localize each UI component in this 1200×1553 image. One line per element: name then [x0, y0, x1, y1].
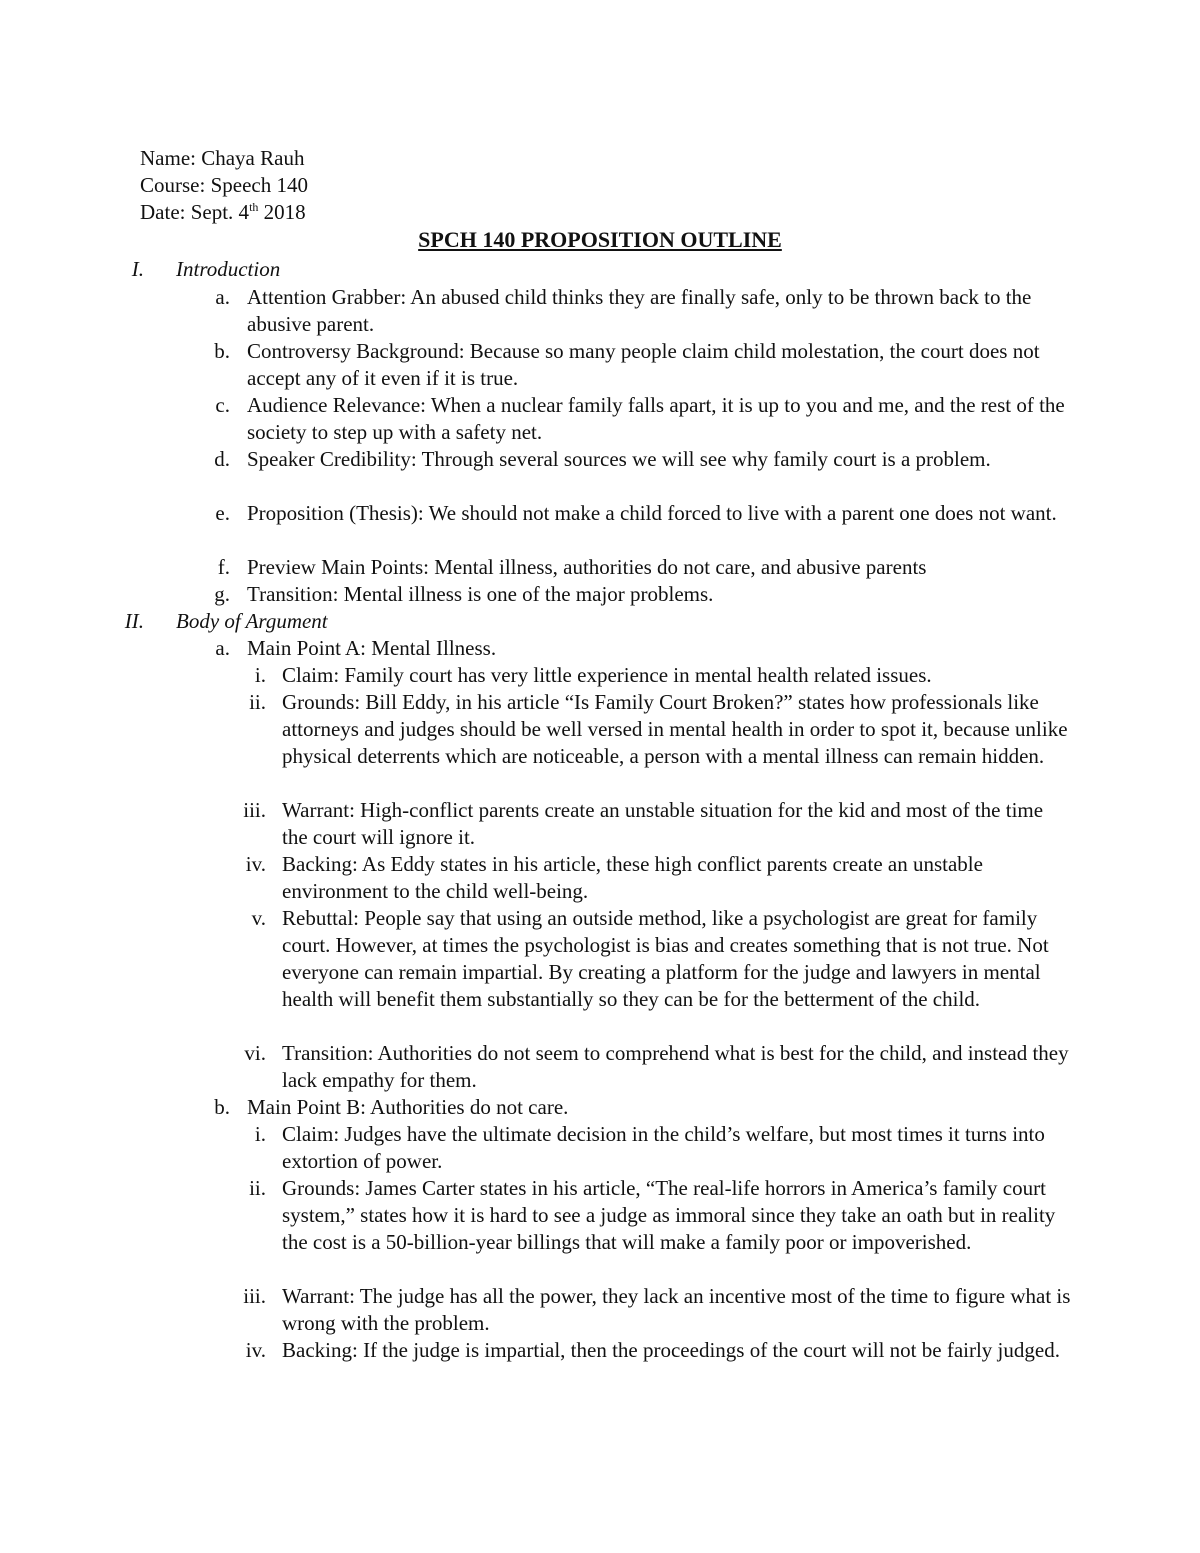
section-numeral: I. — [131, 257, 144, 281]
list-marker: iii. — [243, 1284, 266, 1308]
list-marker: b. — [214, 339, 230, 363]
list-item-text: Speaker Credibility: Through several sources we will see why family court is a problem. — [247, 447, 991, 471]
date-year: 2018 — [258, 200, 306, 224]
list-marker: g. — [214, 582, 230, 606]
submission-date — [140, 199, 306, 226]
list-marker: iii. — [243, 798, 266, 822]
list-item-text: Proposition (Thesis): We should not make a child forced to live with a parent one does not want. — [247, 501, 1057, 525]
document-title: SPCH 140 PROPOSITION OUTLINE — [418, 227, 782, 252]
list-marker: d. — [214, 447, 230, 471]
list-marker: vi. — [244, 1041, 266, 1065]
list-marker: v. — [251, 906, 266, 930]
list-item-text: Preview Main Points: Mental illness, authorities do not care, and abusive parents — [247, 555, 927, 579]
list-marker: ii. — [249, 690, 266, 714]
list-marker: i. — [254, 663, 266, 687]
course-name: Course: Speech 140 — [140, 173, 308, 197]
date-ordinal: th — [249, 200, 259, 214]
list-item-text: Claim: Judges have the ultimate decision in the child’s welfare, but most times it turns into extortion of power. — [282, 1122, 1045, 1173]
list-item-text: Warrant: The judge has all the power, they lack an incentive most of the time to figure what is wrong with the problem. — [282, 1284, 1071, 1335]
list-marker: iv. — [245, 852, 266, 876]
student-name: Name: Chaya Rauh — [140, 146, 305, 170]
list-marker: i. — [254, 1122, 266, 1146]
list-marker: a. — [215, 636, 230, 660]
list-item-text: Warrant: High-conflict parents create an unstable situation for the kid and most of the time the court will ignore it. — [282, 798, 1044, 849]
list-item-text: Attention Grabber: An abused child thinks they are finally safe, only to be thrown back to the abusive parent. — [247, 285, 1032, 336]
list-marker: e. — [215, 501, 230, 525]
list-marker: iv. — [245, 1338, 266, 1362]
list-item-text: Claim: Family court has very little experience in mental health related issues. — [282, 663, 932, 687]
list-marker: c. — [215, 393, 230, 417]
list-marker: a. — [215, 285, 230, 309]
list-item-text: Controversy Background: Because so many people claim child molestation, the court does not accept any of it even if it is true. — [247, 339, 1040, 390]
list-item-text: Grounds: Bill Eddy, in his article “Is Family Court Broken?” states how professionals like attorneys and judges should be well versed in mental health in order to spot it, because unlike physical deterrents which are noticeable, a person with a mental illness can remain hidden. — [282, 690, 1068, 768]
section-heading: Body of Argument — [176, 609, 328, 633]
date-prefix: Date: Sept. 4 — [140, 200, 250, 224]
list-item-text: Main Point A: Mental Illness. — [247, 636, 497, 660]
list-marker: f. — [217, 555, 230, 579]
list-item-text: Rebuttal: People say that using an outside method, like a psychologist are great for family court. However, at times the psychologist is bias and creates something that is not true. Not everyone can remain impartial. By creating a platform for the judge and lawyers in mental health will benefit them substantially so they can be for the betterment of the child. — [282, 906, 1049, 1011]
list-item-text: Backing: As Eddy states in his article, these high conflict parents create an unstable environment to the child well-being. — [282, 852, 983, 903]
section-heading: Introduction — [176, 257, 281, 281]
list-item-text: Transition: Mental illness is one of the major problems. — [247, 582, 714, 606]
list-marker: ii. — [249, 1176, 266, 1200]
list-item-text: Audience Relevance: When a nuclear family falls apart, it is up to you and me, and the rest of the society to step up with a safety net. — [247, 393, 1065, 444]
list-item-text: Transition: Authorities do not seem to comprehend what is best for the child, and instead they lack empathy for them. — [282, 1041, 1069, 1092]
section-numeral: II. — [124, 609, 144, 633]
list-marker: b. — [214, 1095, 230, 1119]
list-item-text: Backing: If the judge is impartial, then the proceedings of the court will not be fairly judged. — [282, 1338, 1060, 1362]
list-item-text: Main Point B: Authorities do not care. — [247, 1095, 569, 1119]
list-item-text: Grounds: James Carter states in his article, “The real-life horrors in America’s family court system,” states how it is hard to see a judge as immoral since they take an oath but in reality the cost is a 50-billion-year billings that will make a family poor or impoverished. — [282, 1176, 1056, 1254]
